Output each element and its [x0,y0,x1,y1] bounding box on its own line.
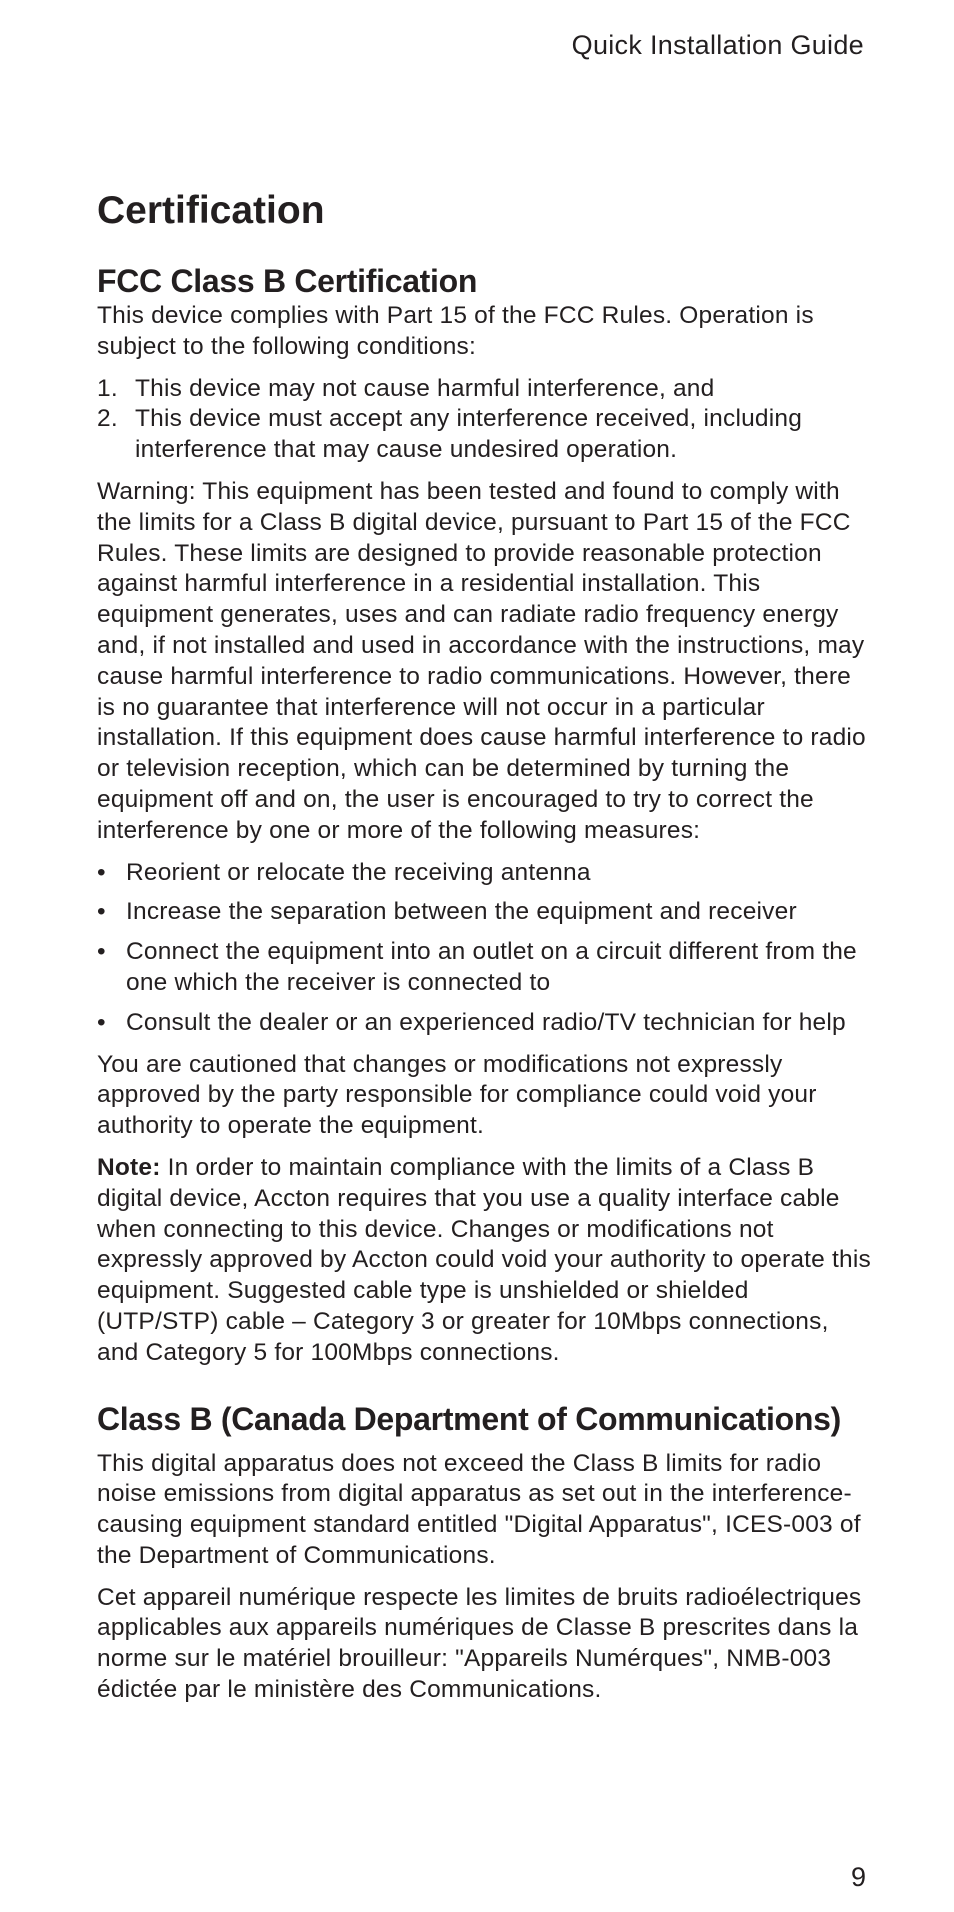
list-item [97,404,875,466]
list-number: 2. [97,405,118,433]
list-item [97,897,875,928]
page-number: 9 [850,1862,866,1892]
page-content [97,183,875,1717]
page-title: Certification [97,189,325,232]
bullet-icon: • [97,938,106,966]
list-item [97,937,875,999]
fcc-caution: You are cautioned that changes or modifications not expressly approved by the party responsible for compliance could void your authority to operate the equipment. [97,1050,817,1140]
bullet-icon: • [97,858,106,886]
measures-list [97,858,875,1039]
note-text: In order to maintain compliance with the limits of a Class B digital device, Accton requires that you use a quality interface cable when connecting to this device. Changes or modifications not expressly approved by Accton could void your authority to operate this equipment. Suggested cable type is unshielded or shielded (UTP/STP) cable – Category 3 or greater for 10Mbps connections, and Category 5 for 100Mbps connections. [97,1153,871,1366]
list-item [97,374,875,405]
fcc-intro: This device complies with Part 15 of the FCC Rules. Operation is subject to the following conditions: [97,302,814,360]
bullet-icon: • [97,1008,106,1036]
list-text: This device may not cause harmful interference, and [135,374,715,402]
list-text: Connect the equipment into an outlet on a circuit different from the one which the receiver is connected to [126,938,857,996]
note-label: Note: [97,1153,161,1181]
list-item [97,858,875,889]
list-text: Increase the separation between the equipment and receiver [126,898,797,926]
list-text: Consult the dealer or an experienced radio/TV technician for help [126,1008,846,1036]
canada-french: Cet appareil numérique respecte les limites de bruits radioélectriques applicables aux appareils numériques de Classe B prescrites dans la norme sur le matériel brouilleur: "Appareils Numérques", NMB-003 édictée par le ministère des Communications. [97,1583,862,1704]
canada-heading: Class B (Canada Department of Communications) [97,1400,841,1437]
list-number: 1. [97,374,118,402]
canada-english: This digital apparatus does not exceed the Class B limits for radio noise emissions from digital apparatus as set out in the interference-causing equipment standard entitled "Digital Apparatus", ICES-003 of the Department of Communications. [97,1449,861,1569]
fcc-warning: Warning: This equipment has been tested and found to comply with the limits for a Class B digital device, pursuant to Part 15 of the FCC Rules. These limits are designed to provide reasonable protection against harmful interference in a residential installation. This equipment generates, uses and can radiate radio frequency energy and, if not installed and used in accordance with the instructions, may cause harmful interference to radio communications. However, there is no guarantee that interference will not occur in a particular installation. If this equipment does cause harmful interference to radio or television reception, which can be determined by turning the equipment off and on, the user is encouraged to try to correct the interference by one or more of the following measures: [97,477,866,844]
fcc-conditions-list [97,374,875,466]
bullet-icon: • [97,898,106,926]
list-item [97,1008,875,1039]
list-text: This device must accept any interference received, including interference that may cause undesired operation. [135,405,803,464]
fcc-heading: FCC Class B Certification [97,263,478,299]
fcc-note [97,1153,875,1369]
list-text: Reorient or relocate the receiving antenna [126,858,591,886]
running-header: Quick Installation Guide [571,30,864,60]
